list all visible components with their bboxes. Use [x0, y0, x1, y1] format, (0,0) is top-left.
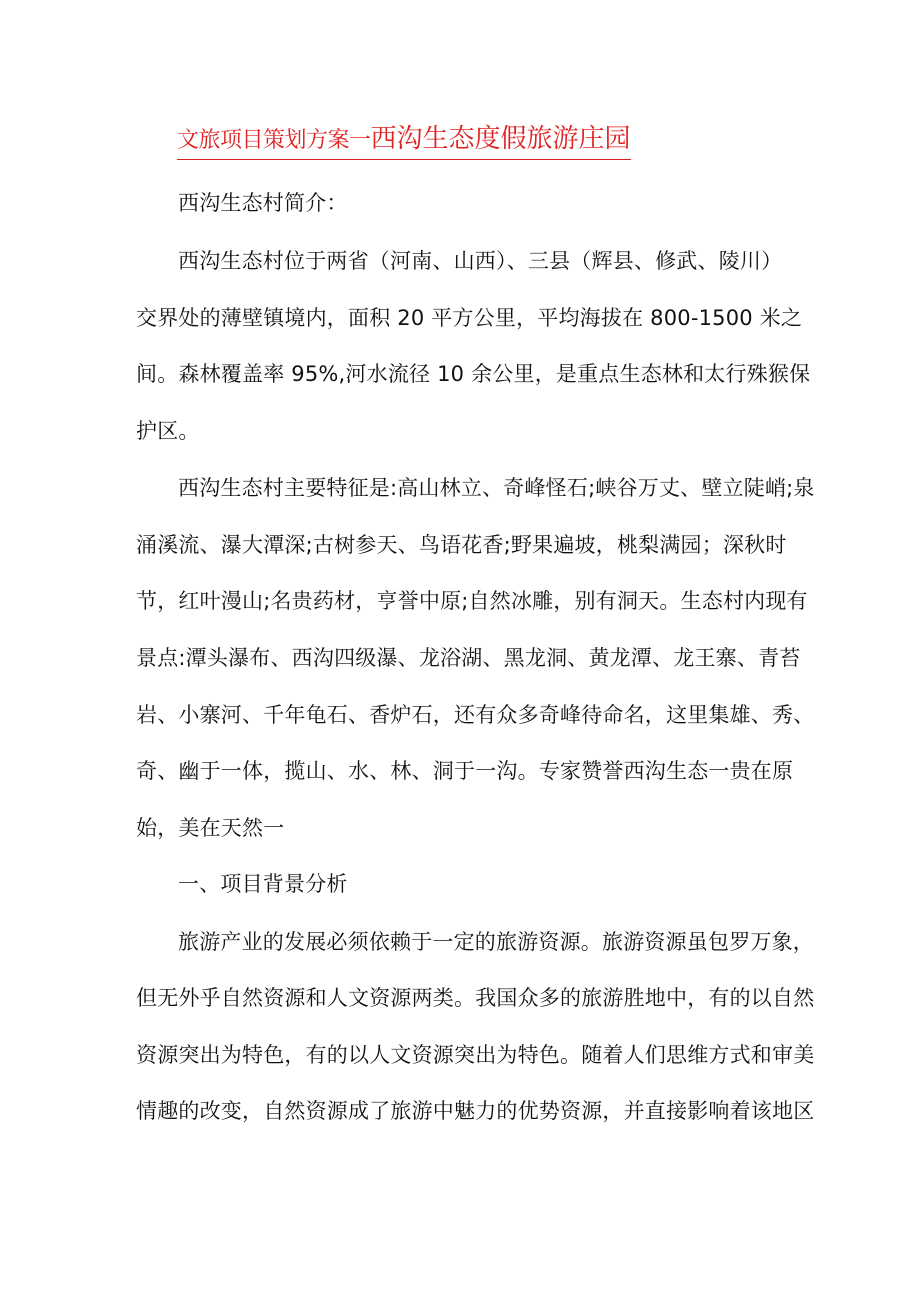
title-part-1: 文旅项目策划方案一: [177, 128, 371, 153]
section-heading-background: 一、项目背景分析: [178, 872, 348, 896]
paragraph-line: 护区。: [136, 419, 200, 443]
paragraph-line: 情趣的改变，自然资源成了旅游中魅力的优势资源，并直接影响着该地区: [136, 1099, 815, 1123]
paragraph-line: 景点:潭头瀑布、西沟四级瀑、龙浴湖、黑龙洞、黄龙潭、龙王寨、青苔: [136, 646, 801, 670]
paragraph-line: 交界处的薄壁镇境内，面积 20 平方公里，平均海拔在 800-1500 米之: [136, 306, 803, 330]
paragraph-line: 西沟生态村主要特征是:高山林立、奇峰怪石;峡谷万丈、壁立陡峭;泉: [178, 476, 815, 500]
paragraph-line: 始，美在天然一: [136, 816, 285, 840]
paragraph-line: 旅游产业的发展必须依赖于一定的旅游资源。旅游资源虽包罗万象，: [178, 930, 814, 954]
paragraph-line: 岩、小寨河、千年龟石、香炉石，还有众多奇峰待命名，这里集雄、秀、: [136, 703, 815, 727]
document-title: [177, 122, 631, 160]
paragraph-line: 间。森林覆盖率 95%,河水流径 10 余公里，是重点生态林和太行殊猴保: [136, 362, 811, 386]
paragraph-line: 西沟生态村位于两省（河南、山西）、三县（辉县、修武、陵川）: [178, 249, 783, 273]
paragraph-line: 资源突出为特色，有的以人文资源突出为特色。随着人们思维方式和审美: [136, 1043, 815, 1067]
paragraph-line: 但无外乎自然资源和人文资源两类。我国众多的旅游胜地中，有的以自然: [136, 986, 815, 1010]
section-heading-intro: 西沟生态村简介：: [178, 191, 348, 215]
title-part-2: 西沟生态度假旅游庄园: [370, 124, 631, 154]
paragraph-line: 涌溪流、瀑大潭深;古树参天、鸟语花香;野果遍坡，桃梨满园；深秋时: [136, 533, 787, 557]
paragraph-line: 奇、幽于一体，揽山、水、林、洞于一沟。专家赞誉西沟生态一贵在原: [136, 759, 794, 783]
paragraph-line: 节，红叶漫山;名贵药材，亨誉中原;自然冰雕，别有洞天。生态村内现有: [136, 589, 808, 613]
